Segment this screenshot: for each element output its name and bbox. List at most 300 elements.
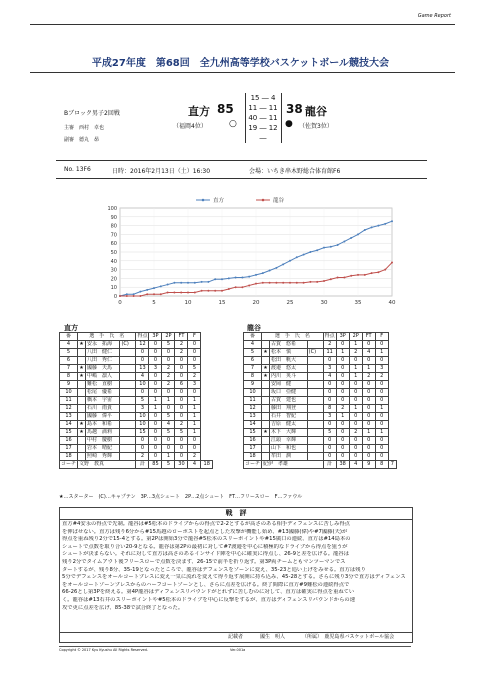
total-cell: 5 — [162, 461, 175, 469]
legend-note: ★…スターター (C)…キャプテン 3P…3点シュート 2P…2点シュート FT…フリースロー F…ファウル — [59, 494, 303, 500]
data-point — [235, 277, 237, 279]
data-point — [296, 256, 298, 258]
x-tick-label: 25 — [286, 300, 294, 306]
player-cell: 國藤 天馬 — [86, 365, 120, 373]
player-cell: 0 — [349, 413, 362, 421]
player-cell: 0 — [149, 341, 162, 349]
player-cell: 1 — [188, 413, 201, 421]
player-cell — [307, 341, 323, 349]
player-cell: 1 — [362, 365, 375, 373]
total-cell: 4 — [349, 461, 362, 469]
data-point — [343, 240, 345, 242]
player-cell: 1 — [336, 413, 349, 421]
player-cell: 0 — [175, 437, 188, 445]
player-cell: 0 — [323, 357, 336, 365]
player-cell: 0 — [162, 349, 175, 357]
home-team-name: 直方 — [188, 105, 210, 118]
header-rule — [30, 24, 455, 25]
player-cell: 0 — [149, 445, 162, 453]
player-cell: 藤田 翔登 — [270, 405, 308, 413]
y-tick-label: 40 — [110, 258, 117, 265]
player-cell — [120, 445, 136, 453]
player-cell — [120, 405, 136, 413]
data-point — [126, 293, 128, 295]
player-cell: 0 — [362, 445, 375, 453]
data-point — [316, 249, 318, 251]
player-row — [60, 405, 213, 413]
quarter-2: 11 ― 11 — [248, 104, 278, 112]
data-point — [343, 277, 345, 279]
data-point — [262, 282, 264, 284]
player-cell: 10 — [60, 389, 78, 397]
data-point — [323, 280, 325, 282]
player-cell — [307, 437, 323, 445]
player-cell: 0 — [188, 445, 201, 453]
player-cell: ★ — [79, 341, 84, 347]
referee-2: 副審 德丸 昴 — [64, 137, 100, 143]
player-cell: 4 — [244, 341, 262, 349]
player-cell: 難松 直樹 — [86, 381, 120, 389]
player-cell — [307, 373, 323, 381]
player-row — [244, 381, 397, 389]
y-tick-label: 90 — [110, 214, 117, 221]
player-cell: ★ — [79, 429, 84, 435]
player-cell — [120, 437, 136, 445]
player-cell: 0 — [349, 437, 362, 445]
data-point — [323, 247, 325, 249]
player-cell: 15 — [136, 429, 149, 437]
player-cell: 2 — [175, 421, 188, 429]
player-cell: 8 — [60, 373, 78, 381]
player-cell: 0 — [336, 381, 349, 389]
player-cell: 12 — [60, 405, 78, 413]
data-point — [126, 295, 128, 297]
data-point — [146, 293, 148, 295]
data-point — [303, 282, 305, 284]
player-cell: 石川 雨貴 — [86, 405, 120, 413]
player-cell: 7 — [244, 365, 262, 373]
box-header-cell: 2P — [349, 333, 362, 341]
review-line: をオールコートゾーンプレスからのハーフコートゾーンとし、さらに点差を広げる。終了間際に直方#9難松の連続得点で — [62, 581, 350, 588]
coach-label: コーチ — [61, 461, 77, 467]
data-point — [377, 271, 379, 273]
box-header-cell: 3P — [149, 333, 162, 341]
player-row — [60, 365, 213, 373]
writer-label: 記載者 — [228, 634, 244, 640]
player-cell: 0 — [375, 421, 388, 429]
data-point — [282, 282, 284, 284]
player-cell: 0 — [149, 373, 162, 381]
data-point — [364, 274, 366, 276]
player-cell: 0 — [149, 413, 162, 421]
box-header-cell: 番 — [60, 333, 78, 341]
y-tick-label: 30 — [110, 267, 117, 274]
player-cell: 0 — [336, 437, 349, 445]
player-cell: 5 — [188, 365, 201, 373]
header-label: Game Report — [417, 13, 451, 19]
data-point — [207, 290, 209, 292]
player-cell: 0 — [188, 357, 201, 365]
player-cell — [262, 341, 270, 349]
player-cell — [120, 421, 136, 429]
score-progress-chart — [100, 190, 400, 310]
data-point — [282, 263, 284, 265]
player-cell: 0 — [149, 421, 162, 429]
player-cell: 5 — [244, 349, 262, 357]
review-text — [60, 520, 412, 613]
data-point — [275, 267, 277, 269]
player-cell: 0 — [175, 413, 188, 421]
player-cell: 山下 和也 — [270, 445, 308, 453]
player-cell — [78, 389, 86, 397]
player-row — [60, 421, 213, 429]
player-cell: 9 — [244, 381, 262, 389]
home-result-mark: ○ — [229, 119, 237, 129]
player-cell: (C) — [307, 349, 323, 357]
player-cell: 1 — [349, 365, 362, 373]
data-point — [153, 287, 155, 289]
player-cell: 11 — [323, 349, 336, 357]
player-cell: 15 — [244, 429, 262, 437]
player-cell: 17 — [244, 445, 262, 453]
player-cell: (C) — [120, 341, 136, 349]
player-row — [244, 341, 397, 349]
player-cell: 0 — [323, 445, 336, 453]
player-row — [60, 389, 213, 397]
footer-version: Ver.001a — [230, 648, 246, 652]
player-cell: 1 — [188, 429, 201, 437]
data-point — [309, 281, 311, 283]
player-cell: 0 — [136, 389, 149, 397]
player-cell: 16 — [244, 437, 262, 445]
player-cell: 0 — [188, 389, 201, 397]
player-row — [60, 437, 213, 445]
box-header-row — [244, 333, 397, 341]
player-cell: 0 — [375, 341, 388, 349]
player-cell: 0 — [362, 437, 375, 445]
player-cell: 0 — [362, 453, 375, 461]
player-cell: 馬越 満莉 — [86, 429, 120, 437]
game-venue: 会場：いちき串木野総合体育館F6 — [249, 168, 341, 175]
data-point — [391, 262, 393, 264]
player-row — [244, 413, 397, 421]
data-point — [167, 284, 169, 286]
player-cell: ★ — [263, 429, 268, 435]
player-cell — [78, 349, 86, 357]
player-cell: 1 — [349, 341, 362, 349]
page-title: 平成27年度 第68回 全九州高等学校バスケットボール競技大会 — [91, 58, 390, 69]
player-cell: 1 — [162, 397, 175, 405]
player-cell: 松本 慎 — [270, 349, 308, 357]
player-cell: 5 — [162, 341, 175, 349]
data-point — [316, 281, 318, 283]
box-header-cell: 番 — [244, 333, 262, 341]
box-header-cell: FT — [175, 333, 188, 341]
player-cell — [120, 357, 136, 365]
data-point — [289, 260, 291, 262]
player-cell: 5 — [136, 397, 149, 405]
data-point — [330, 278, 332, 280]
data-point — [235, 286, 237, 288]
review-title: 戦 評 — [60, 508, 412, 520]
player-cell: 0 — [175, 445, 188, 453]
box-header-cell: 選 手 氏 名 — [262, 333, 324, 341]
player-cell — [307, 365, 323, 373]
review-line: タートするが、残り8分、35-19となったところで、龍谷はデフェンスをゾーンに変え、35-23と追い上げをみせる。直方は残り — [62, 566, 366, 573]
player-cell: 6 — [60, 357, 78, 365]
player-cell: 2 — [349, 429, 362, 437]
player-cell — [78, 413, 86, 421]
data-point — [207, 281, 209, 283]
player-cell — [262, 397, 270, 405]
player-cell: 14 — [60, 421, 78, 429]
player-cell — [307, 397, 323, 405]
player-cell: 11 — [60, 397, 78, 405]
data-point — [371, 272, 373, 274]
player-cell: 6 — [175, 381, 188, 389]
player-cell: 2 — [188, 373, 201, 381]
player-cell: 0 — [323, 421, 336, 429]
y-tick-label: 10 — [110, 285, 117, 292]
player-cell: 0 — [336, 341, 349, 349]
player-cell: 古賀 悠希 — [270, 341, 308, 349]
player-cell: 15 — [60, 429, 78, 437]
player-row — [60, 341, 213, 349]
y-tick-label: 60 — [110, 241, 117, 248]
player-cell: 0 — [362, 357, 375, 365]
player-row — [60, 429, 213, 437]
player-cell — [78, 381, 86, 389]
y-tick-label: 50 — [110, 250, 117, 256]
home-score: 85 — [217, 102, 234, 116]
data-point — [289, 282, 291, 284]
player-cell: 2 — [375, 373, 388, 381]
x-tick-label: 10 — [184, 300, 192, 306]
player-cell: 安岡 健 — [270, 381, 308, 389]
player-cell: 3 — [323, 413, 336, 421]
data-point — [357, 233, 359, 235]
player-cell: 2 — [162, 365, 175, 373]
data-point — [119, 295, 121, 297]
player-row — [60, 397, 213, 405]
data-point — [262, 272, 264, 274]
player-cell: 1 — [375, 429, 388, 437]
player-cell: 5 — [323, 429, 336, 437]
player-cell: 0 — [375, 453, 388, 461]
player-cell: 0 — [336, 453, 349, 461]
player-cell: 八田 秀仁 — [86, 357, 120, 365]
quarter-scores — [248, 93, 278, 143]
player-cell: 岩本 晴紀 — [86, 445, 120, 453]
player-cell: ★ — [79, 373, 84, 379]
player-cell: 4 — [60, 341, 78, 349]
player-cell: 10 — [244, 389, 262, 397]
player-cell: 0 — [136, 349, 149, 357]
data-point — [384, 269, 386, 271]
data-point — [337, 277, 339, 279]
player-cell: 橋本 宇宙 — [86, 397, 120, 405]
data-point — [133, 295, 135, 297]
player-cell: 5 — [162, 429, 175, 437]
y-tick-label: 20 — [110, 276, 117, 283]
player-cell: 0 — [362, 381, 375, 389]
data-point — [194, 282, 196, 284]
player-cell: 0 — [188, 341, 201, 349]
data-point — [201, 281, 203, 283]
player-cell — [307, 389, 323, 397]
total-cell: 18 — [201, 461, 213, 469]
legend-label: 直方 — [213, 198, 225, 204]
player-row — [60, 413, 213, 421]
player-cell: 8 — [323, 405, 336, 413]
player-cell: 7 — [60, 365, 78, 373]
player-cell — [120, 397, 136, 405]
player-cell: 1 — [149, 397, 162, 405]
player-cell — [262, 437, 270, 445]
review-line: 攻で更に点差を広げ、85-38で試合終了となった。 — [62, 604, 184, 611]
round-label: Bブロック男子2回戦 — [64, 110, 120, 117]
player-cell: 0 — [375, 445, 388, 453]
player-cell: 吉原 健太 — [270, 421, 308, 429]
data-point — [167, 291, 169, 293]
player-cell: 4 — [323, 373, 336, 381]
data-point — [255, 283, 257, 285]
box-header-cell: 得点 — [324, 333, 335, 339]
total-cell: 38 — [336, 461, 349, 469]
player-cell: 0 — [136, 437, 149, 445]
player-cell: 0 — [149, 437, 162, 445]
player-cell: 國藤 偉平 — [86, 413, 120, 421]
player-row — [244, 445, 397, 453]
player-cell — [307, 405, 323, 413]
player-row — [244, 405, 397, 413]
data-point — [357, 274, 359, 276]
player-cell: 0 — [175, 453, 188, 461]
player-cell: ★ — [263, 349, 268, 355]
player-cell: 4 — [162, 421, 175, 429]
referee-1: 主審 西村 卓也 — [64, 125, 105, 131]
player-cell: 0 — [375, 413, 388, 421]
box-header-cell: 選 手 氏 名 — [78, 333, 136, 341]
player-row — [60, 453, 213, 461]
player-cell: 坂口 亞健 — [270, 389, 308, 397]
data-point — [173, 282, 175, 284]
player-cell: 1 — [162, 453, 175, 461]
box-header-row — [60, 333, 213, 341]
writer-org: （所属） 鹿児島県バスケットボール協会 — [302, 634, 395, 640]
data-point — [214, 278, 216, 280]
player-cell — [262, 453, 270, 461]
data-point — [228, 277, 230, 279]
player-row — [60, 381, 213, 389]
player-cell — [307, 453, 323, 461]
review-line: 5分でデフェンスをオールコートプレスに変え一気に流れを変えて得り返す展開に持ち込み、45-28とする。さらに残り3分で直方はディフェンス — [62, 574, 406, 581]
player-cell — [78, 397, 86, 405]
data-point — [160, 293, 162, 295]
player-cell: 3 — [323, 365, 336, 373]
player-cell: ★ — [263, 373, 268, 379]
player-cell: 0 — [375, 437, 388, 445]
player-cell: 0 — [362, 405, 375, 413]
player-cell: 12 — [136, 341, 149, 349]
player-cell: 0 — [349, 453, 362, 461]
box-header-cell: 得点 — [137, 333, 148, 339]
player-cell — [307, 445, 323, 453]
player-cell: 0 — [162, 357, 175, 365]
review-line: 得点を重ね残り2分で15-4とする。第2Pは開始3分で龍谷#5松本のスリーポイントや#15廣口の連続、直方は#14島本の — [62, 536, 351, 543]
player-cell: 0 — [162, 445, 175, 453]
review-line: 66-26とし第3Pを終える。第4P龍谷はディフェンスリバウンドがとれずに苦しむのに対して、直方は確実に得点を重ねてい — [62, 589, 355, 596]
total-cell: 30 — [175, 461, 188, 469]
player-cell: 0 — [175, 365, 188, 373]
player-cell: 0 — [375, 389, 388, 397]
player-cell — [262, 413, 270, 421]
player-cell: 2 — [188, 453, 201, 461]
quarter-1: 15 ― 4 — [250, 94, 276, 102]
player-cell: 0 — [336, 357, 349, 365]
data-point — [160, 285, 162, 287]
review-line: 直方#4安永の得点で先制。龍谷は#5松本のドライブからの得点で2-2とするが高さのある相手ディフェンスに苦しみ得点 — [62, 521, 350, 527]
player-cell — [120, 453, 136, 461]
player-cell: 1 — [149, 405, 162, 413]
home-box-title: 直方 — [64, 324, 78, 332]
y-tick-label: 70 — [110, 232, 117, 239]
review-line: 残り2分でタイムアウト後フリースローで点数を決ます、26-15で前半を折り返す。第3P両チームともマンツーマンでス — [62, 558, 346, 565]
player-cell: 0 — [149, 429, 162, 437]
player-cell — [307, 421, 323, 429]
footer-copyright: Copyright © 2017 Kyu Kyushu All Rights Reserved. — [59, 648, 148, 652]
player-cell — [120, 349, 136, 357]
x-tick-label: 15 — [218, 300, 226, 306]
player-cell — [78, 445, 86, 453]
player-cell: 0 — [362, 421, 375, 429]
data-point — [269, 282, 271, 284]
review-line: く。龍谷は#13石井のスリーポイントや#5松本のドライブを中心に反撃をするが、直方はディフェンスリバウンドからの速 — [62, 596, 355, 603]
data-point — [173, 291, 175, 293]
player-cell: 0 — [188, 349, 201, 357]
away-score: 38 — [286, 102, 303, 116]
player-cell: 18 — [244, 453, 262, 461]
player-cell: 0 — [136, 357, 149, 365]
player-cell: ★ — [263, 365, 268, 371]
away-result-mark: ● — [285, 119, 293, 129]
away-box-score — [243, 332, 397, 469]
player-cell: 2 — [323, 341, 336, 349]
player-cell — [78, 453, 86, 461]
review-box — [59, 507, 413, 643]
player-cell: 渡邉 悠太 — [270, 365, 308, 373]
player-cell: 2 — [162, 373, 175, 381]
player-cell: 1 — [188, 405, 201, 413]
player-cell: 0 — [162, 405, 175, 413]
player-cell: 松尾 優希 — [86, 389, 120, 397]
player-row — [244, 389, 397, 397]
player-cell: 0 — [375, 397, 388, 405]
player-cell: ★ — [79, 421, 84, 427]
player-cell: 1 — [188, 397, 201, 405]
player-cell: 0 — [336, 365, 349, 373]
player-cell: 2 — [175, 349, 188, 357]
coach-name: 紀伊 孝雄 — [262, 461, 324, 469]
data-point — [269, 269, 271, 271]
player-cell: 0 — [336, 389, 349, 397]
player-cell — [120, 429, 136, 437]
away-team-name: 龍谷 — [305, 105, 327, 118]
player-cell: 木下 大輝 — [270, 429, 308, 437]
player-cell: 0 — [336, 445, 349, 453]
total-cell: 4 — [188, 461, 201, 469]
coach-name: 文野 教真 — [78, 461, 136, 469]
